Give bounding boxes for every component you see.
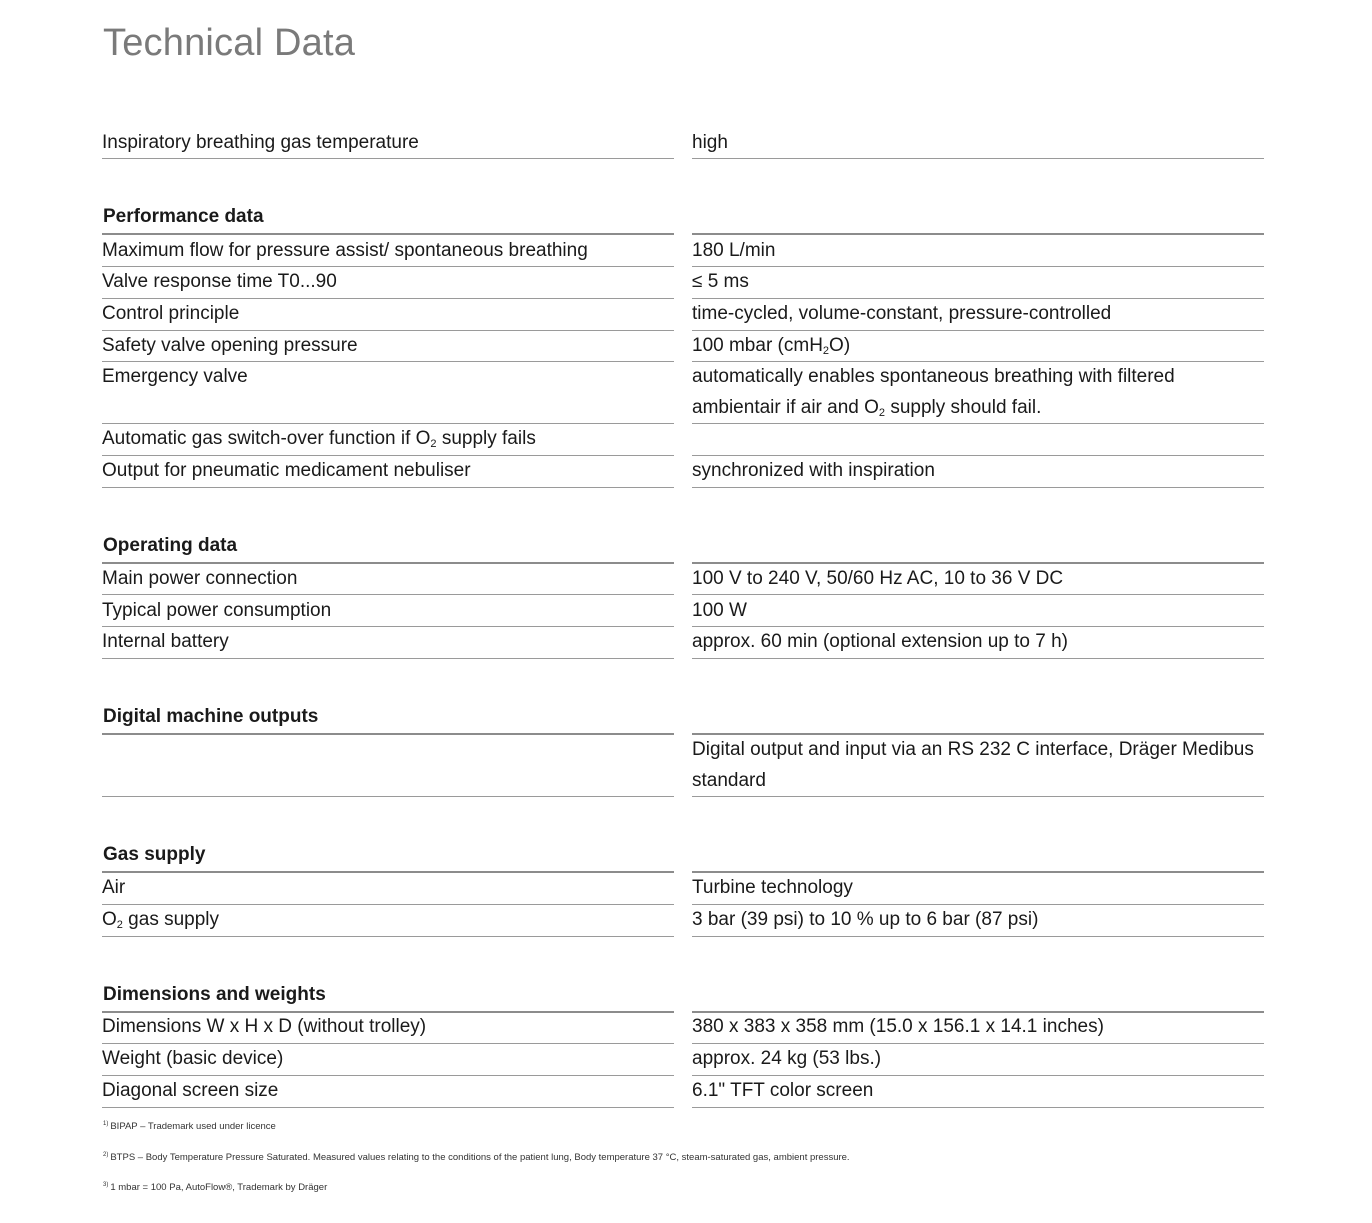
footnote: [103, 1121, 276, 1132]
section-heading-performance: Performance data: [103, 206, 264, 227]
footnote-text: BTPS – Body Temperature Pressure Saturated. Measured values relating to the conditions of the patient lung, Body temperature 37 °C, steam-saturated gas, ambient pressure.: [110, 1152, 850, 1163]
row-label: Valve response time T0...90: [102, 271, 337, 292]
row-divider: [692, 936, 1264, 937]
row-value: time-cycled, volume-constant, pressure-controlled: [692, 303, 1112, 324]
footnote-mark: 2): [103, 1152, 109, 1158]
row-label: Air: [102, 877, 126, 898]
section-heading-dimensions: Dimensions and weights: [103, 984, 326, 1005]
label-text: Automatic gas switch-over function if O: [102, 428, 431, 449]
row-divider: [102, 658, 674, 659]
row-value: ≤ 5 ms: [692, 271, 749, 292]
subscript: 2: [822, 345, 830, 357]
row-divider: [692, 796, 1264, 797]
row-value: 3 bar (39 psi) to 10 % up to 6 bar (87 psi): [692, 909, 1039, 930]
footnote: [103, 1182, 327, 1193]
row-label: Safety valve opening pressure: [102, 335, 358, 356]
row-divider: [692, 1107, 1264, 1108]
row-value: approx. 60 min (optional extension up to 7 h): [692, 631, 1069, 652]
row-label: Diagonal screen size: [102, 1080, 279, 1101]
value-text: 100 mbar (cmH: [692, 335, 823, 356]
row-label: Control principle: [102, 303, 240, 324]
row-label: Maximum flow for pressure assist/ spontaneous breathing: [102, 240, 588, 261]
value-line: automatically enables spontaneous breathing with filtered: [692, 366, 1175, 387]
row-label: Dimensions W x H x D (without trolley): [102, 1016, 427, 1037]
row-value: 100 W: [692, 600, 747, 621]
row-value: 380 x 383 x 358 mm (15.0 x 156.1 x 14.1 inches): [692, 1016, 1104, 1037]
footnote: [103, 1152, 850, 1163]
row-value: Turbine technology: [692, 877, 853, 898]
footnote-text: 1 mbar = 100 Pa, AutoFlow®, Trademark by Dräger: [110, 1182, 328, 1193]
value-text: supply should fail.: [885, 397, 1042, 418]
row-value: synchronized with inspiration: [692, 460, 935, 481]
row-value: 180 L/min: [692, 240, 776, 261]
row-divider: [692, 658, 1264, 659]
row-divider: [102, 936, 674, 937]
row-value: [692, 734, 1292, 796]
row-divider: [692, 158, 1264, 159]
row-divider: [692, 423, 1264, 424]
section-rule: [102, 733, 674, 735]
subscript: 2: [116, 919, 123, 931]
row-label: Inspiratory breathing gas temperature: [102, 132, 419, 153]
page-title: Technical Data: [103, 22, 356, 64]
row-value: 100 V to 240 V, 50/60 Hz AC, 10 to 36 V DC: [692, 568, 1064, 589]
row-value: approx. 24 kg (53 lbs.): [692, 1048, 882, 1069]
row-divider: [102, 796, 674, 797]
row-label: Emergency valve: [102, 366, 248, 387]
value-text: ambientair if air and O: [692, 397, 879, 418]
subscript: 2: [430, 438, 437, 450]
row-label: Typical power consumption: [102, 600, 332, 621]
row-label: Main power connection: [102, 568, 298, 589]
row-label: Weight (basic device): [102, 1048, 284, 1069]
value-text: O): [829, 335, 851, 356]
row-value: [692, 361, 1292, 429]
row-label: Internal battery: [102, 631, 229, 652]
row-divider: [102, 1107, 674, 1108]
row-value: 6.1" TFT color screen: [692, 1080, 874, 1101]
row-divider: [102, 158, 674, 159]
value-line: Digital output and input via an RS 232 C interface, Dräger Medibus: [692, 739, 1254, 760]
section-heading-gas-supply: Gas supply: [103, 844, 206, 865]
row-label: Output for pneumatic medicament nebuliser: [102, 460, 471, 481]
row-divider: [102, 487, 674, 488]
subscript: 2: [878, 407, 886, 419]
section-heading-operating: Operating data: [103, 535, 238, 556]
row-divider: [692, 487, 1264, 488]
section-heading-digital-outputs: Digital machine outputs: [103, 706, 319, 727]
footnote-mark: 1): [103, 1121, 109, 1127]
footnote-text: BIPAP – Trademark used under licence: [110, 1121, 276, 1132]
label-text: supply fails: [436, 428, 536, 449]
label-text: O: [102, 909, 117, 930]
label-text: gas supply: [122, 909, 220, 930]
row-value: high: [692, 132, 728, 153]
footnote-mark: 3): [103, 1182, 109, 1188]
value-line: standard: [692, 770, 766, 791]
